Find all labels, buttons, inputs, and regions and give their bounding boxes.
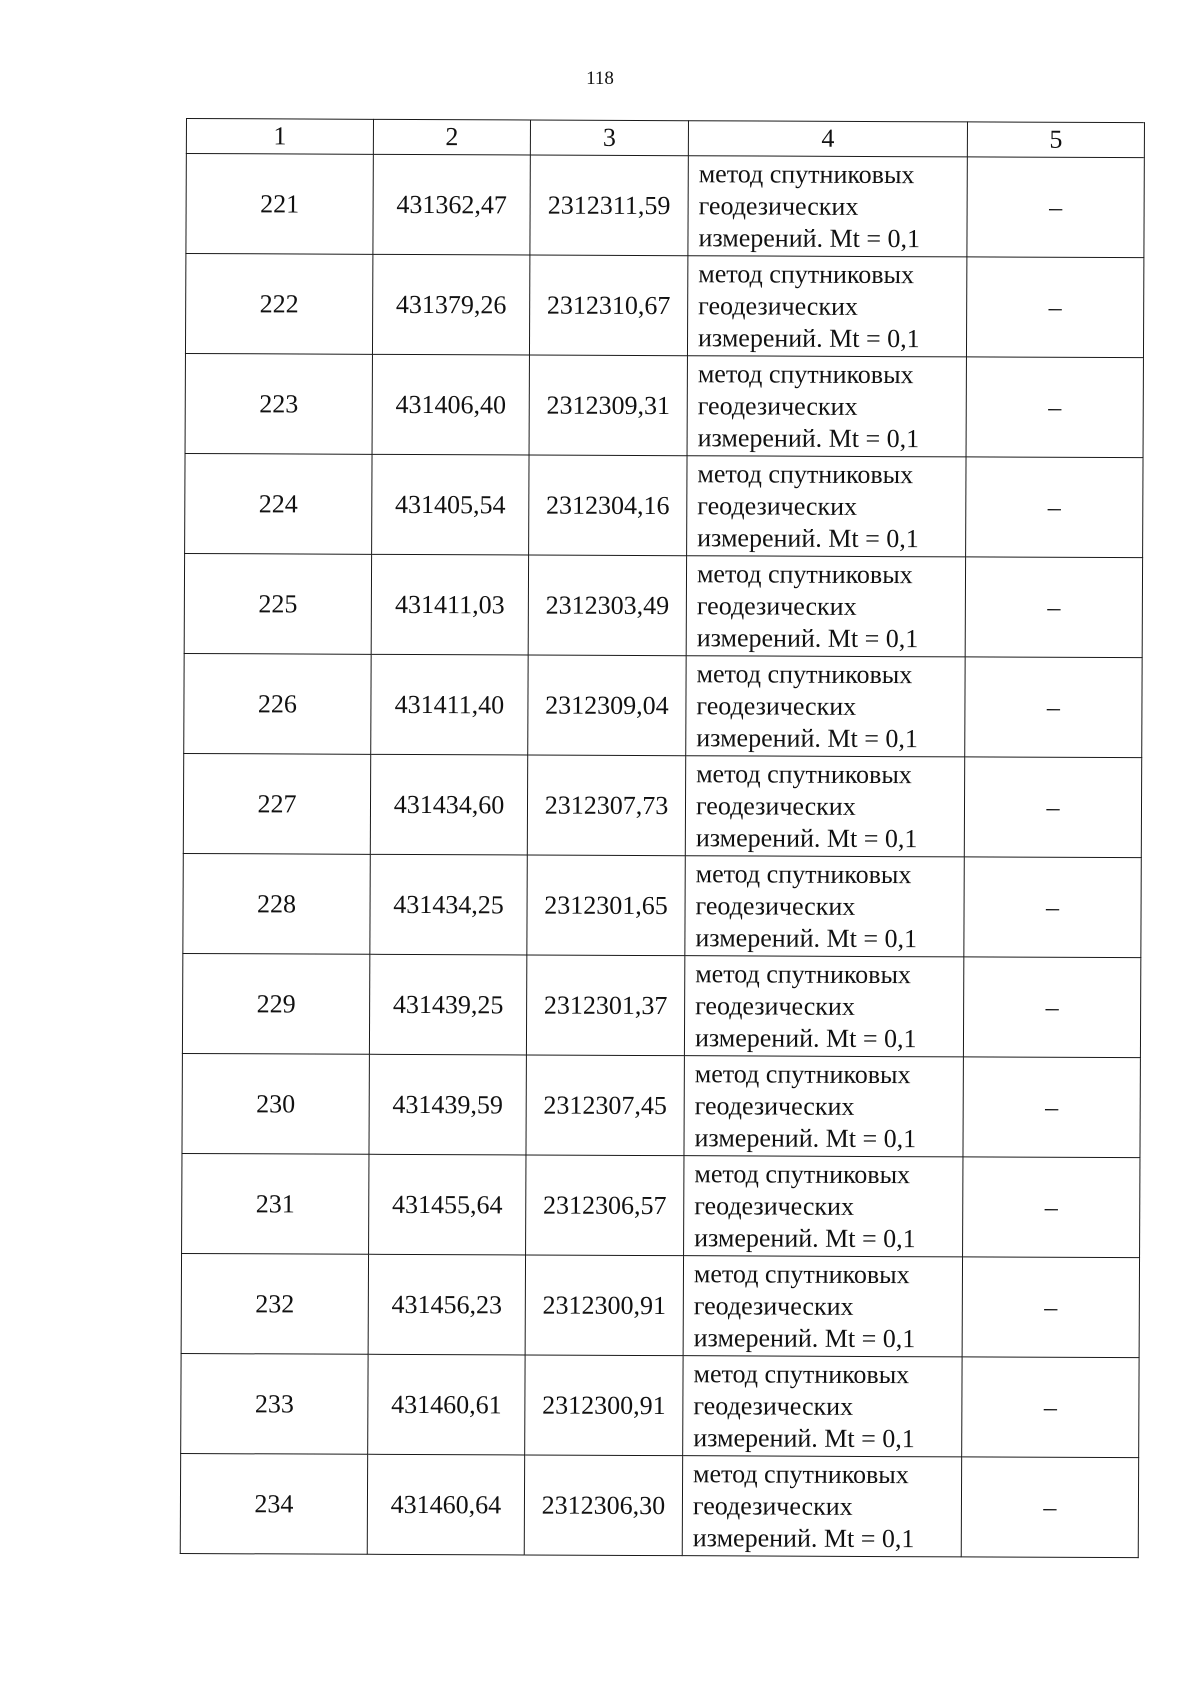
page-number: 118	[586, 68, 614, 89]
method-line: измерений. Mt = 0,1	[695, 822, 918, 853]
method-line: измерений. Mt = 0,1	[694, 1022, 917, 1053]
method-cell	[686, 656, 965, 757]
method-cell	[688, 156, 967, 257]
table-header	[186, 119, 1144, 158]
table-row	[185, 254, 1143, 358]
x-coordinate-cell: 431405,54	[372, 454, 529, 555]
method-line: измерений. Mt = 0,1	[692, 1522, 915, 1553]
table-row	[180, 1453, 1138, 1557]
method-line: измерений. Mt = 0,1	[694, 1122, 917, 1153]
note-cell: –	[963, 1057, 1140, 1158]
method-line: измерений. Mt = 0,1	[697, 522, 919, 553]
method-line: метод спутниковых	[695, 958, 912, 989]
table-row	[185, 353, 1143, 457]
method-line: геодезических	[693, 1390, 854, 1421]
y-coordinate-cell: 2312309,04	[528, 655, 686, 756]
method-cell	[685, 756, 964, 857]
table-row	[181, 1253, 1139, 1357]
method-line: метод спутниковых	[693, 1358, 910, 1389]
table-body	[180, 154, 1144, 1558]
x-coordinate-cell: 431460,61	[368, 1354, 525, 1455]
method-line: геодезических	[695, 890, 856, 921]
method-line: метод спутниковых	[698, 158, 915, 189]
note-cell: –	[961, 1457, 1138, 1558]
y-coordinate-cell: 2312306,30	[524, 1455, 682, 1556]
method-line: геодезических	[692, 1490, 853, 1521]
note-cell: –	[966, 357, 1143, 458]
point-number-cell: 226	[184, 653, 371, 754]
method-line: измерений. Mt = 0,1	[693, 1322, 916, 1353]
method-line: метод спутниковых	[697, 358, 914, 389]
table-row	[182, 1153, 1140, 1257]
x-coordinate-cell: 431439,25	[369, 954, 526, 1055]
method-line: метод спутниковых	[696, 758, 912, 789]
y-coordinate-cell: 2312306,57	[526, 1155, 684, 1256]
note-cell: –	[964, 857, 1141, 958]
method-line: геодезических	[698, 190, 859, 221]
table-row	[183, 853, 1141, 957]
method-line: геодезических	[696, 590, 857, 621]
x-coordinate-cell: 431456,23	[368, 1254, 525, 1355]
y-coordinate-cell: 2312300,91	[525, 1255, 683, 1356]
point-number-cell: 228	[183, 853, 370, 954]
y-coordinate-cell: 2312310,67	[529, 255, 687, 356]
method-cell	[686, 556, 965, 657]
method-line: метод спутниковых	[693, 1258, 910, 1289]
method-line: измерений. Mt = 0,1	[696, 622, 919, 653]
table-row	[186, 154, 1144, 258]
table-row	[185, 453, 1143, 557]
method-line: измерений. Mt = 0,1	[693, 1422, 915, 1453]
method-line: геодезических	[698, 290, 858, 321]
method-cell	[684, 1156, 963, 1257]
note-cell: –	[962, 1357, 1139, 1458]
y-coordinate-cell: 2312307,73	[527, 755, 685, 856]
method-line: измерений. Mt = 0,1	[697, 422, 920, 453]
point-number-cell: 227	[183, 753, 370, 854]
point-number-cell: 225	[184, 553, 371, 654]
x-coordinate-cell: 431455,64	[369, 1154, 526, 1255]
note-cell: –	[962, 1257, 1139, 1358]
point-number-cell: 233	[181, 1353, 368, 1454]
note-cell: –	[966, 257, 1143, 358]
table-row	[182, 953, 1140, 1057]
header-cell-4: 4	[688, 121, 967, 157]
note-cell: –	[963, 1157, 1140, 1258]
method-line: метод спутниковых	[693, 1458, 909, 1489]
x-coordinate-cell: 431434,25	[370, 854, 527, 955]
method-line: измерений. Mt = 0,1	[694, 1222, 916, 1253]
x-coordinate-cell: 431406,40	[372, 354, 529, 455]
method-cell	[687, 456, 966, 557]
method-cell	[683, 1356, 962, 1457]
method-line: геодезических	[693, 1290, 854, 1321]
method-line: геодезических	[696, 690, 857, 721]
y-coordinate-cell: 2312309,31	[529, 355, 687, 456]
point-number-cell: 234	[180, 1453, 367, 1554]
x-coordinate-cell: 431434,60	[370, 754, 527, 855]
method-cell	[684, 1056, 963, 1157]
method-line: геодезических	[695, 990, 855, 1021]
method-line: метод спутниковых	[694, 1058, 911, 1089]
y-coordinate-cell: 2312300,91	[525, 1355, 683, 1456]
x-coordinate-cell: 431411,40	[371, 654, 528, 755]
method-line: геодезических	[697, 490, 858, 521]
point-number-cell: 223	[185, 353, 372, 454]
method-line: геодезических	[695, 790, 856, 821]
header-cell-2: 2	[373, 119, 530, 155]
point-number-cell: 221	[186, 154, 373, 255]
header-cell-3: 3	[530, 120, 688, 156]
method-line: метод спутниковых	[696, 558, 913, 589]
method-cell	[684, 956, 963, 1057]
point-number-cell: 232	[181, 1253, 368, 1354]
note-cell: –	[966, 457, 1143, 558]
method-cell	[683, 1256, 962, 1357]
method-line: метод спутниковых	[698, 258, 915, 289]
method-line: измерений. Mt = 0,1	[698, 222, 921, 253]
method-line: метод спутниковых	[697, 458, 914, 489]
header-cell-1: 1	[186, 119, 373, 155]
x-coordinate-cell: 431460,64	[367, 1454, 524, 1555]
point-number-cell: 224	[185, 453, 372, 554]
y-coordinate-cell: 2312301,65	[527, 855, 685, 956]
y-coordinate-cell: 2312311,59	[530, 155, 688, 256]
x-coordinate-cell: 431379,26	[372, 254, 529, 355]
method-line: метод спутниковых	[696, 658, 913, 689]
x-coordinate-cell: 431439,59	[369, 1054, 526, 1155]
y-coordinate-cell: 2312307,45	[526, 1055, 684, 1156]
point-number-cell: 222	[185, 254, 372, 355]
method-line: метод спутниковых	[694, 1158, 911, 1189]
x-coordinate-cell: 431362,47	[373, 154, 530, 255]
y-coordinate-cell: 2312301,37	[526, 955, 684, 1056]
point-number-cell: 230	[182, 1053, 369, 1154]
table-row	[183, 753, 1141, 857]
method-line: геодезических	[697, 390, 858, 421]
point-number-cell: 231	[182, 1153, 369, 1254]
point-number-cell: 229	[182, 953, 369, 1054]
table-row	[184, 553, 1142, 657]
note-cell: –	[963, 957, 1140, 1058]
method-cell	[687, 356, 966, 457]
coordinates-table	[180, 118, 1145, 1558]
method-cell	[687, 256, 966, 357]
note-cell: –	[967, 157, 1144, 258]
method-cell	[682, 1456, 961, 1557]
method-line: измерений. Mt = 0,1	[697, 322, 920, 353]
note-cell: –	[964, 757, 1141, 858]
method-line: метод спутниковых	[695, 858, 912, 889]
method-line: измерений. Mt = 0,1	[695, 922, 918, 953]
coordinates-table-wrapper	[180, 118, 1144, 1558]
header-row	[186, 119, 1144, 158]
method-line: измерений. Mt = 0,1	[696, 722, 918, 753]
table-row	[181, 1353, 1139, 1457]
method-line: геодезических	[694, 1190, 855, 1221]
table-row	[182, 1053, 1140, 1157]
method-line: геодезических	[694, 1090, 855, 1121]
note-cell: –	[965, 657, 1142, 758]
method-cell	[685, 856, 964, 957]
y-coordinate-cell: 2312303,49	[528, 555, 686, 656]
y-coordinate-cell: 2312304,16	[529, 455, 687, 556]
table-row	[184, 653, 1142, 757]
header-cell-5: 5	[967, 122, 1144, 158]
note-cell: –	[965, 557, 1142, 658]
x-coordinate-cell: 431411,03	[371, 554, 528, 655]
